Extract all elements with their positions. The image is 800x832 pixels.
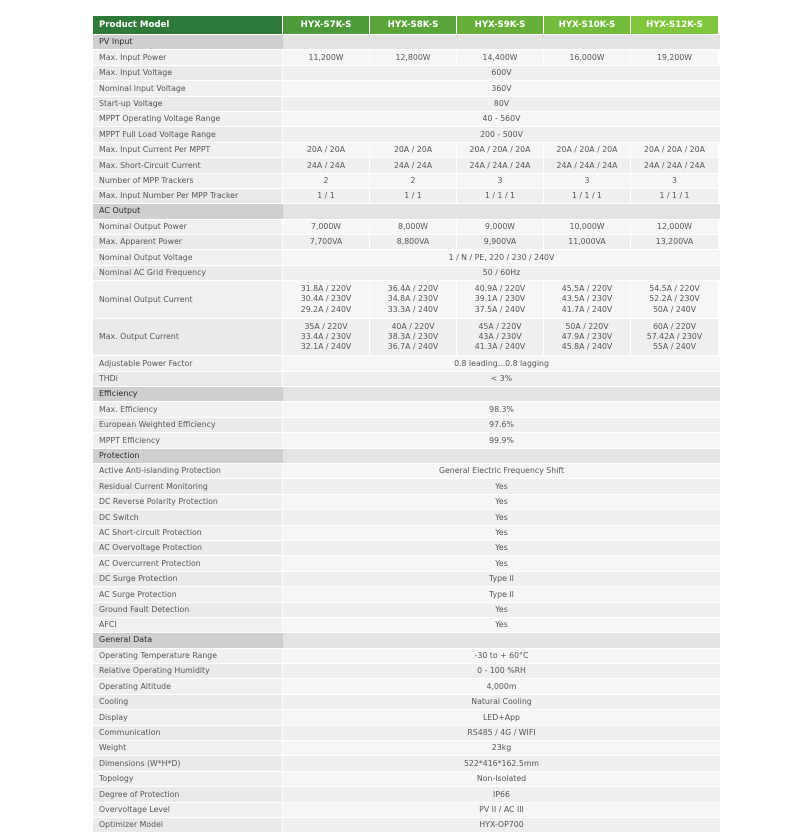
table-row xyxy=(93,463,720,478)
row-value-all-models: Yes xyxy=(283,603,720,617)
value-line: 31.8A / 220V xyxy=(300,284,352,294)
row-value-all-models: 4,000m xyxy=(283,679,720,693)
row-label: DC Surge Protection xyxy=(93,572,283,586)
header-model-s7k: HYX-S7K-S xyxy=(283,16,370,34)
header-model-s12k: HYX-S12K-S xyxy=(631,16,718,34)
row-label: Max. Efficiency xyxy=(93,402,283,416)
row-label: Ground Fault Detection xyxy=(93,603,283,617)
value-line: 40.9A / 220V xyxy=(474,284,526,294)
table-row xyxy=(93,555,720,570)
table-row xyxy=(93,602,720,617)
value-line: 45A / 220V xyxy=(478,321,522,331)
row-value: 24A / 24A xyxy=(370,158,457,172)
row-value: 2 xyxy=(370,174,457,188)
table-row xyxy=(93,648,720,663)
row-label: Active Anti-islanding Protection xyxy=(93,464,283,478)
row-label: Max. Apparent Power xyxy=(93,235,283,249)
row-value: 14,400W xyxy=(457,50,544,64)
table-row xyxy=(93,694,720,709)
row-label: AC Overvoltage Protection xyxy=(93,541,283,555)
table-row xyxy=(93,786,720,801)
table-row xyxy=(93,355,720,370)
table-row xyxy=(93,188,720,203)
table-row xyxy=(93,678,720,693)
row-value: 20A / 20A xyxy=(370,143,457,157)
row-value-multiline xyxy=(457,281,544,318)
table-row xyxy=(93,173,720,188)
row-value-all-models: 0 - 100 %RH xyxy=(283,664,720,678)
row-label: Operating Altitude xyxy=(93,679,283,693)
row-value: 20A / 20A / 20A xyxy=(544,143,631,157)
value-line: 57.42A / 230V xyxy=(646,331,703,341)
row-value-all-models: 522*416*162.5mm xyxy=(283,756,720,770)
row-value-all-models: 600V xyxy=(283,66,720,80)
section-fill xyxy=(283,387,720,401)
row-value-multiline xyxy=(631,319,718,356)
section-fill xyxy=(283,449,720,463)
value-line: 41.7A / 240V xyxy=(561,304,613,314)
table-row xyxy=(93,371,720,386)
table-row xyxy=(93,740,720,755)
row-value: 11,200W xyxy=(283,50,370,64)
row-value-all-models: Non-Isolated xyxy=(283,772,720,786)
row-value: 24A / 24A / 24A xyxy=(544,158,631,172)
row-label: Number of MPP Trackers xyxy=(93,174,283,188)
row-value: 20A / 20A / 20A xyxy=(631,143,718,157)
section-fill xyxy=(283,35,720,49)
spec-table xyxy=(93,16,720,832)
row-value: 7,700VA xyxy=(283,235,370,249)
section-header xyxy=(93,448,720,463)
row-label: Nominal Output Current xyxy=(93,281,283,318)
section-title: PV Input xyxy=(93,35,283,49)
row-label: Nominal Output Power xyxy=(93,220,283,234)
value-line: 47.9A / 230V xyxy=(561,331,613,341)
row-label: AC Surge Protection xyxy=(93,587,283,601)
row-label: Weight xyxy=(93,741,283,755)
table-row xyxy=(93,432,720,447)
row-value-all-models: 99.9% xyxy=(283,433,720,447)
table-row xyxy=(93,771,720,786)
row-value: 24A / 24A xyxy=(283,158,370,172)
row-value-all-models: 40 - 560V xyxy=(283,112,720,126)
row-label: Operating Temperature Range xyxy=(93,649,283,663)
value-line: 41.3A / 240V xyxy=(474,342,526,352)
row-value: 11,000VA xyxy=(544,235,631,249)
value-line: 39.1A / 230V xyxy=(474,294,526,304)
row-value-all-models: HYX-OP700 xyxy=(283,818,720,832)
table-row xyxy=(93,509,720,524)
table-body xyxy=(93,34,720,832)
value-line: 38.3A / 230V xyxy=(387,331,439,341)
row-value-all-models: PV II / AC III xyxy=(283,803,720,817)
section-header xyxy=(93,203,720,218)
row-value: 12,800W xyxy=(370,50,457,64)
row-label: Max. Short-Circuit Current xyxy=(93,158,283,172)
table-row xyxy=(93,219,720,234)
table-row xyxy=(93,709,720,724)
row-label: Max. Input Power xyxy=(93,50,283,64)
row-label: AC Overcurrent Protection xyxy=(93,556,283,570)
row-value-all-models: < 3% xyxy=(283,372,720,386)
table-row xyxy=(93,525,720,540)
row-value-all-models: LED+App xyxy=(283,710,720,724)
section-fill xyxy=(283,204,720,218)
row-value-all-models: Natural Cooling xyxy=(283,695,720,709)
row-label: Start-up Voltage xyxy=(93,97,283,111)
row-label: AC Short-circuit Protection xyxy=(93,526,283,540)
row-value: 16,000W xyxy=(544,50,631,64)
table-row xyxy=(93,65,720,80)
row-value-all-models: Yes xyxy=(283,495,720,509)
row-value-all-models: IP66 xyxy=(283,787,720,801)
value-line: 54.5A / 220V xyxy=(649,284,700,294)
value-line: 60A / 220V xyxy=(652,321,697,331)
row-value-multiline xyxy=(544,319,631,356)
row-label: Dimensions (W*H*D) xyxy=(93,756,283,770)
section-header xyxy=(93,386,720,401)
table-row xyxy=(93,417,720,432)
row-value: 1 / 1 xyxy=(370,189,457,203)
row-label: Max. Output Current xyxy=(93,319,283,356)
value-line: 43A / 230V xyxy=(478,331,522,341)
row-value-all-models: 98.3% xyxy=(283,402,720,416)
table-row xyxy=(93,617,720,632)
row-value-all-models: RS485 / 4G / WIFI xyxy=(283,726,720,740)
row-value: 13,200VA xyxy=(631,235,718,249)
value-line: 33.3A / 240V xyxy=(387,304,439,314)
row-value-multiline xyxy=(283,281,370,318)
row-value: 9,900VA xyxy=(457,235,544,249)
row-label: MPPT Efficiency xyxy=(93,433,283,447)
value-line: 45.8A / 240V xyxy=(561,342,613,352)
row-value-multiline xyxy=(370,281,457,318)
row-value-all-models: -30 to + 60°C xyxy=(283,649,720,663)
header-model-s8k: HYX-S8K-S xyxy=(370,16,457,34)
value-line: 33.4A / 230V xyxy=(300,331,352,341)
row-value: 2 xyxy=(283,174,370,188)
table-row xyxy=(93,494,720,509)
row-value: 1 / 1 / 1 xyxy=(457,189,544,203)
table-row xyxy=(93,571,720,586)
table-row xyxy=(93,234,720,249)
table-row xyxy=(93,586,720,601)
value-line: 40A / 220V xyxy=(391,321,435,331)
row-value-all-models: Yes xyxy=(283,541,720,555)
table-row xyxy=(93,318,720,356)
row-label: Optimizer Model xyxy=(93,818,283,832)
row-value-all-models: 80V xyxy=(283,97,720,111)
row-label: MPPT Full Load Voltage Range xyxy=(93,127,283,141)
row-value: 3 xyxy=(544,174,631,188)
table-row xyxy=(93,96,720,111)
section-header xyxy=(93,34,720,49)
row-value: 24A / 24A / 24A xyxy=(631,158,718,172)
row-label: Max. Input Current Per MPPT xyxy=(93,143,283,157)
value-line: 32.1A / 240V xyxy=(300,342,352,352)
value-line: 45.5A / 220V xyxy=(561,284,613,294)
row-value-all-models: Yes xyxy=(283,618,720,632)
section-fill xyxy=(283,633,720,647)
row-value-all-models: 200 - 500V xyxy=(283,127,720,141)
row-value: 20A / 20A xyxy=(283,143,370,157)
row-value: 8,000W xyxy=(370,220,457,234)
row-value: 19,200W xyxy=(631,50,718,64)
section-header xyxy=(93,632,720,647)
row-value: 1 / 1 xyxy=(283,189,370,203)
table-row xyxy=(93,49,720,64)
row-label: Nominal AC Grid Frequency xyxy=(93,266,283,280)
table-row xyxy=(93,478,720,493)
table-header-row xyxy=(93,16,720,34)
row-value-all-models: Yes xyxy=(283,510,720,524)
row-label: Communication xyxy=(93,726,283,740)
table-row xyxy=(93,280,720,318)
row-value-all-models: 360V xyxy=(283,81,720,95)
row-value: 3 xyxy=(631,174,718,188)
row-value-multiline xyxy=(457,319,544,356)
row-label: Residual Current Monitoring xyxy=(93,479,283,493)
row-value-all-models: Type II xyxy=(283,587,720,601)
section-title: Protection xyxy=(93,449,283,463)
row-value-all-models: 97.6% xyxy=(283,418,720,432)
row-label: Max. Input Number Per MPP Tracker xyxy=(93,189,283,203)
table-row xyxy=(93,725,720,740)
value-line: 36.7A / 240V xyxy=(387,342,439,352)
row-value-all-models: 0.8 leading...0.8 lagging xyxy=(283,356,720,370)
row-value-all-models: 1 / N / PE, 220 / 230 / 240V xyxy=(283,250,720,264)
row-value-all-models: 23kg xyxy=(283,741,720,755)
row-label: MPPT Operating Voltage Range xyxy=(93,112,283,126)
row-label: European Weighted Efficiency xyxy=(93,418,283,432)
section-title: AC Output xyxy=(93,204,283,218)
value-line: 43.5A / 230V xyxy=(561,294,613,304)
row-label: Max. Input Voltage xyxy=(93,66,283,80)
row-value: 10,000W xyxy=(544,220,631,234)
table-row xyxy=(93,142,720,157)
row-value-multiline xyxy=(631,281,718,318)
row-label: Relative Operating Humidity xyxy=(93,664,283,678)
row-value-all-models: Yes xyxy=(283,479,720,493)
table-row xyxy=(93,80,720,95)
row-value-multiline xyxy=(370,319,457,356)
row-value: 1 / 1 / 1 xyxy=(544,189,631,203)
value-line: 37.5A / 240V xyxy=(474,304,526,314)
table-row xyxy=(93,126,720,141)
value-line: 29.2A / 240V xyxy=(300,304,352,314)
row-value-multiline xyxy=(544,281,631,318)
row-label: Overvoltage Level xyxy=(93,803,283,817)
row-value-all-models: Type II xyxy=(283,572,720,586)
row-value-all-models: General Electric Frequency Shift xyxy=(283,464,720,478)
row-label: Cooling xyxy=(93,695,283,709)
table-row xyxy=(93,817,720,832)
value-line: 30.4A / 230V xyxy=(300,294,352,304)
row-value-all-models: 50 / 60Hz xyxy=(283,266,720,280)
section-title: General Data xyxy=(93,633,283,647)
row-label: DC Reverse Polarity Protection xyxy=(93,495,283,509)
row-value: 7,000W xyxy=(283,220,370,234)
row-value: 8,800VA xyxy=(370,235,457,249)
row-value-all-models: Yes xyxy=(283,556,720,570)
section-title: Efficiency xyxy=(93,387,283,401)
value-line: 34.8A / 230V xyxy=(387,294,439,304)
row-value: 1 / 1 / 1 xyxy=(631,189,718,203)
header-model-s10k: HYX-S10K-S xyxy=(544,16,631,34)
row-label: AFCI xyxy=(93,618,283,632)
row-label: Nominal Output Voltage xyxy=(93,250,283,264)
table-row xyxy=(93,663,720,678)
row-value: 20A / 20A / 20A xyxy=(457,143,544,157)
table-row xyxy=(93,265,720,280)
table-row xyxy=(93,401,720,416)
row-value-all-models: Yes xyxy=(283,526,720,540)
table-row xyxy=(93,540,720,555)
row-value: 9,000W xyxy=(457,220,544,234)
row-label: Nominal Input Voltage xyxy=(93,81,283,95)
table-row xyxy=(93,111,720,126)
row-label: THDi xyxy=(93,372,283,386)
value-line: 50A / 240V xyxy=(652,304,697,314)
table-row xyxy=(93,755,720,770)
row-value: 3 xyxy=(457,174,544,188)
header-model-s9k: HYX-S9K-S xyxy=(457,16,544,34)
header-product-model: Product Model xyxy=(93,16,283,34)
table-row xyxy=(93,157,720,172)
row-value: 24A / 24A / 24A xyxy=(457,158,544,172)
row-label: Adjustable Power Factor xyxy=(93,356,283,370)
row-value: 12,000W xyxy=(631,220,718,234)
table-row xyxy=(93,802,720,817)
row-label: DC Switch xyxy=(93,510,283,524)
table-row xyxy=(93,249,720,264)
value-line: 36.4A / 220V xyxy=(387,284,439,294)
value-line: 50A / 220V xyxy=(565,321,609,331)
value-line: 52.2A / 230V xyxy=(649,294,700,304)
row-label: Topology xyxy=(93,772,283,786)
row-label: Display xyxy=(93,710,283,724)
value-line: 35A / 220V xyxy=(304,321,348,331)
value-line: 55A / 240V xyxy=(652,342,697,352)
row-value-multiline xyxy=(283,319,370,356)
row-label: Degree of Protection xyxy=(93,787,283,801)
